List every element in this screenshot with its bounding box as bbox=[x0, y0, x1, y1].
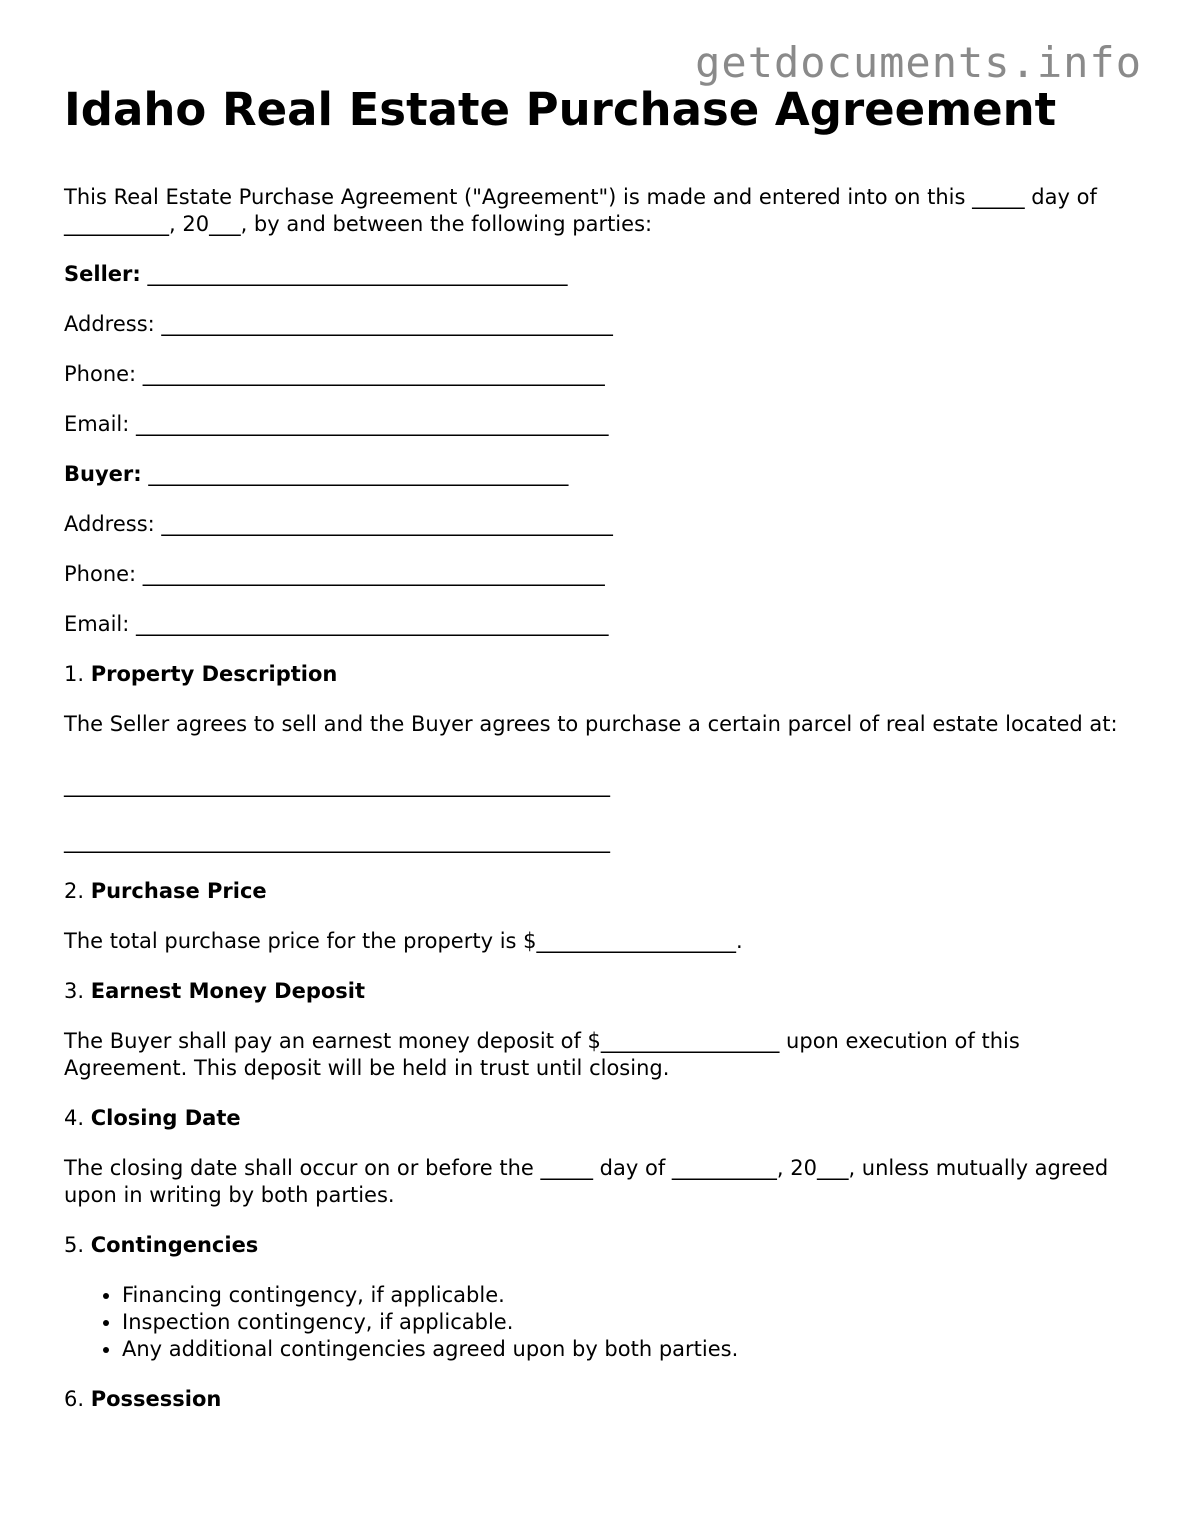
document-page bbox=[64, 80, 1124, 1436]
earnest-money-text: The Buyer shall pay an earnest money deposit of $_________________ upon execution of this Agreement. This deposit will be held in trust until closing. bbox=[64, 1029, 1020, 1080]
section-title: Contingencies bbox=[90, 1233, 259, 1257]
document-title: Idaho Real Estate Purchase Agreement bbox=[64, 83, 1057, 136]
seller-phone-field: Phone: ____________________________________________ bbox=[64, 362, 605, 386]
buyer-line: ________________________________________ bbox=[141, 462, 569, 486]
list-item: • Financing contingency, if applicable. bbox=[122, 1282, 1124, 1309]
section-number: 2. bbox=[64, 879, 91, 903]
section-number: 5. bbox=[64, 1233, 91, 1257]
buyer-email-field: Email: _____________________________________________ bbox=[64, 612, 609, 636]
buyer-phone-field: Phone: ____________________________________________ bbox=[64, 562, 605, 586]
section-number: 3. bbox=[64, 979, 91, 1003]
section-heading-purchase-price bbox=[64, 878, 1124, 905]
closing-date-text: The closing date shall occur on or before the _____ day of __________, 20___, unless mutually agreed upon in writing by both parties. bbox=[64, 1156, 1109, 1207]
section-title: Possession bbox=[90, 1387, 222, 1411]
section-heading-possession bbox=[64, 1386, 1124, 1413]
buyer-label: Buyer: bbox=[64, 462, 142, 486]
section-number: 1. bbox=[64, 662, 91, 686]
section-number: 6. bbox=[64, 1387, 91, 1411]
purchase-price-text: The total purchase price for the property is $___________________. bbox=[64, 929, 743, 953]
seller-field bbox=[64, 261, 1124, 288]
section-title: Earnest Money Deposit bbox=[90, 979, 366, 1003]
seller-email-field: Email: _____________________________________________ bbox=[64, 412, 609, 436]
intro-paragraph: This Real Estate Purchase Agreement ("Agreement") is made and entered into on this _____ day of __________, 20___, by and between the following parties: bbox=[64, 185, 1097, 236]
list-item: • Inspection contingency, if applicable. bbox=[122, 1309, 1124, 1336]
section-number: 4. bbox=[64, 1106, 91, 1130]
list-item: • Any additional contingencies agreed upon by both parties. bbox=[122, 1336, 1124, 1363]
property-address-line-2: ____________________________________________________ bbox=[64, 829, 610, 853]
section-title: Closing Date bbox=[90, 1106, 241, 1130]
seller-label: Seller: bbox=[64, 262, 141, 286]
section-title: Property Description bbox=[90, 662, 338, 686]
section-heading-contingencies bbox=[64, 1232, 1124, 1259]
section-heading-property-description bbox=[64, 661, 1124, 688]
seller-address-field: Address: ___________________________________________ bbox=[64, 312, 613, 336]
buyer-field bbox=[64, 461, 1124, 488]
buyer-address-field: Address: ___________________________________________ bbox=[64, 512, 613, 536]
property-description-text: The Seller agrees to sell and the Buyer agrees to purchase a certain parcel of real estate located at: bbox=[64, 712, 1118, 736]
section-heading-closing-date bbox=[64, 1105, 1124, 1132]
section-title: Purchase Price bbox=[90, 879, 267, 903]
seller-line: ________________________________________ bbox=[140, 262, 568, 286]
contingencies-list bbox=[64, 1282, 1124, 1363]
property-address-line-1: ____________________________________________________ bbox=[64, 773, 610, 797]
section-heading-earnest-money bbox=[64, 978, 1124, 1005]
watermark-text: getdocuments.info bbox=[695, 38, 1142, 87]
